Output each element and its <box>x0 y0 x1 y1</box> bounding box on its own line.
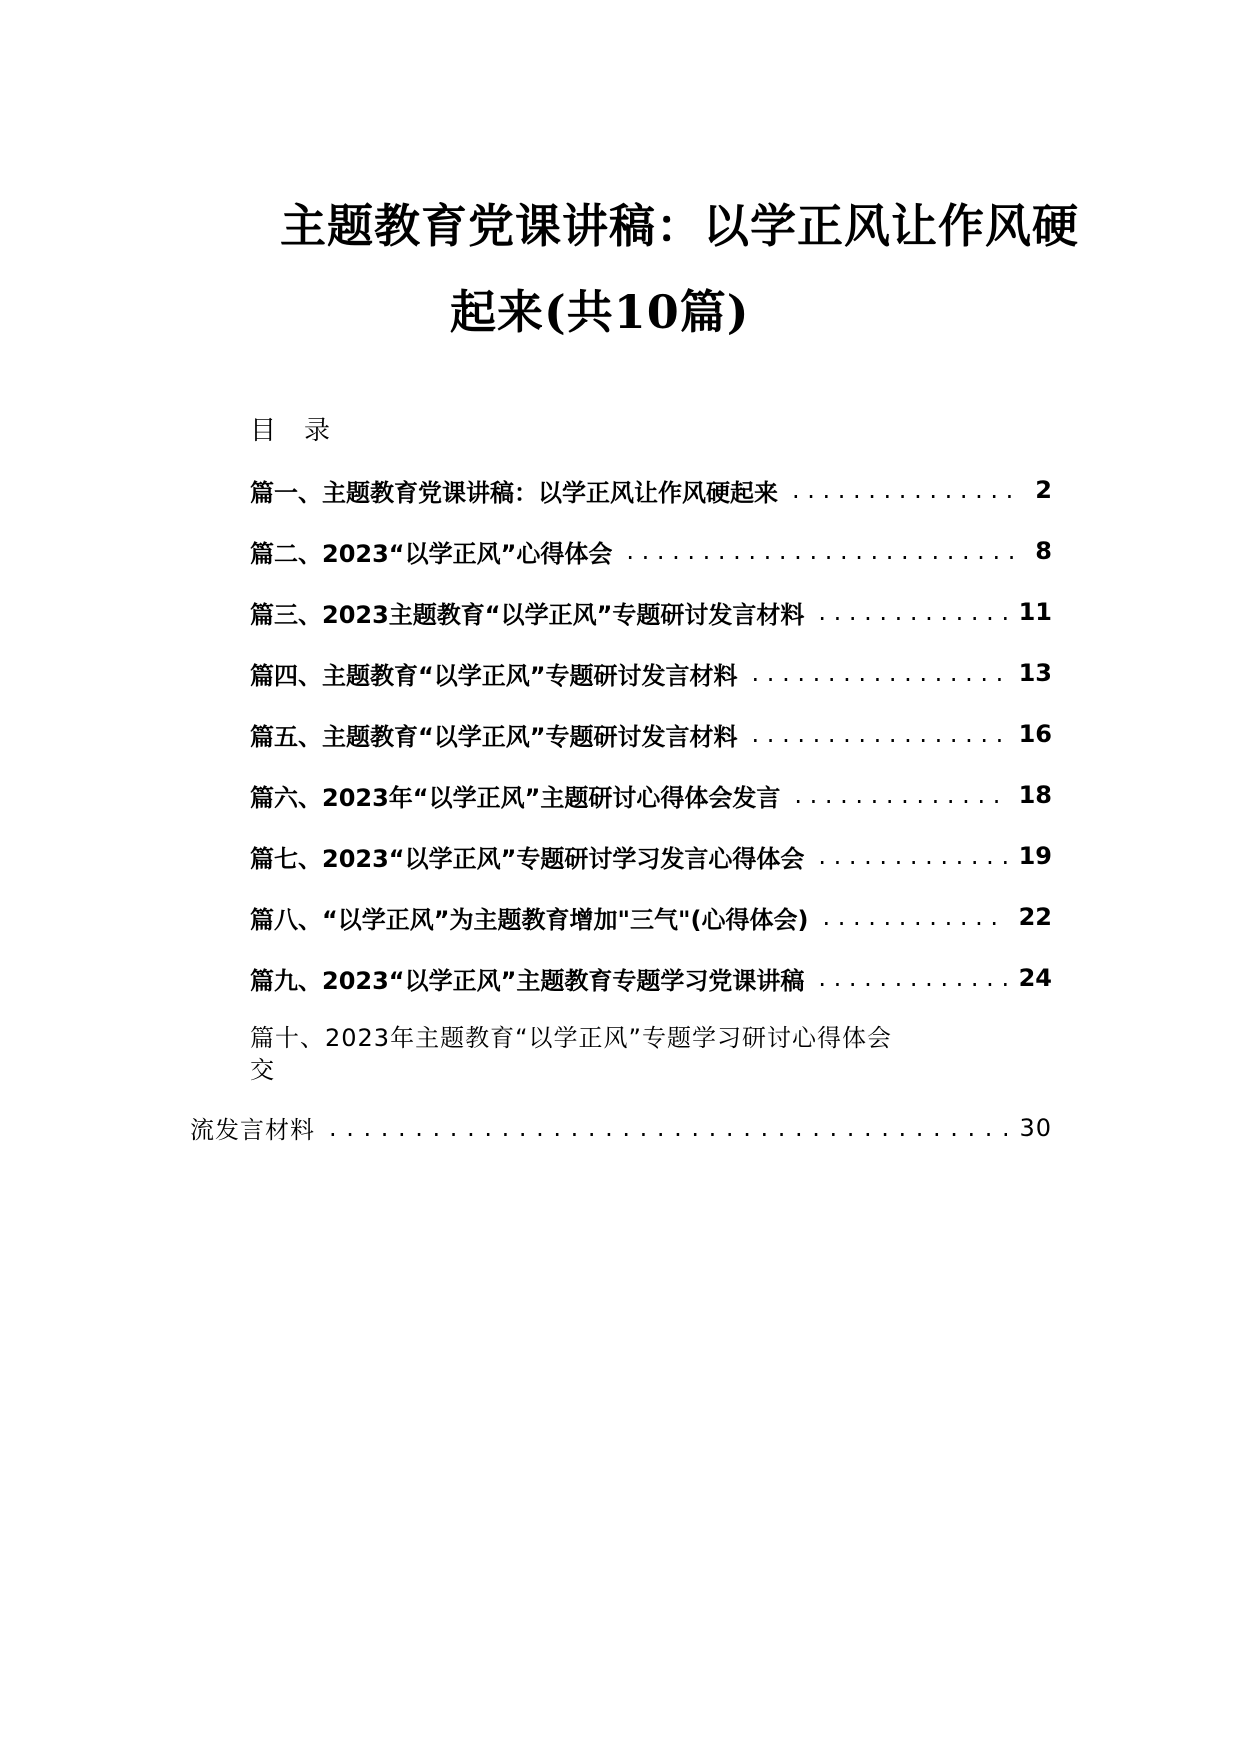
document-title-line-1: 主题教育党课讲稿：以学正风让作风硬 <box>280 199 1079 253</box>
toc-page-number: 13 <box>1018 659 1052 687</box>
toc-entry-label: 篇五、主题教育“以学正风”专题研讨发言材料 <box>250 722 738 751</box>
toc-page-number: 18 <box>1018 781 1052 809</box>
toc-entry-label: 篇一、主题教育党课讲稿：以学正风让作风硬起来 <box>250 478 778 507</box>
toc-entry-label: 篇四、主题教育“以学正风”专题研讨发言材料 <box>250 661 738 690</box>
toc-entry-label: 篇九、2023“以学正风”主题教育专题学习党课讲稿 <box>250 966 805 995</box>
toc-page-number: 19 <box>1018 842 1052 870</box>
toc-dot-leader <box>329 1114 1007 1142</box>
toc-page-number: 2 <box>1035 476 1052 504</box>
toc-page-number: 11 <box>1018 598 1052 626</box>
toc-page-number: 24 <box>1018 964 1052 992</box>
toc-page-number: 22 <box>1018 903 1052 931</box>
toc-entry-label: 篇三、2023主题教育“以学正风”专题研讨发言材料 <box>250 600 805 629</box>
toc-entry-label-line-3-row <box>190 1110 1052 1145</box>
toc-entry-label-line-1: 篇十、2023年主题教育“以学正风”专题学习研讨心得体会 <box>250 1024 892 1052</box>
document-title-line-2: 起来(共10篇) <box>450 285 750 339</box>
toc-entry-label-line-3: 流发言材料 <box>190 1116 315 1144</box>
toc-entry-label-line-2: 交 <box>250 1056 275 1084</box>
toc-page-number: 8 <box>1035 537 1052 565</box>
toc-entry-label: 篇二、2023“以学正风”心得体会 <box>250 539 613 568</box>
toc-entry-label: 篇七、2023“以学正风”专题研讨学习发言心得体会 <box>250 844 805 873</box>
toc-entry-label: 篇八、“以学正风”为主题教育增加"三气"(心得体会) <box>250 905 809 934</box>
toc-heading: 目录 <box>250 416 359 446</box>
toc-page-number: 30 <box>1019 1113 1052 1142</box>
toc-entry-label: 篇六、2023年“以学正风”主题研讨心得体会发言 <box>250 783 781 812</box>
toc-page-number: 16 <box>1018 720 1052 748</box>
